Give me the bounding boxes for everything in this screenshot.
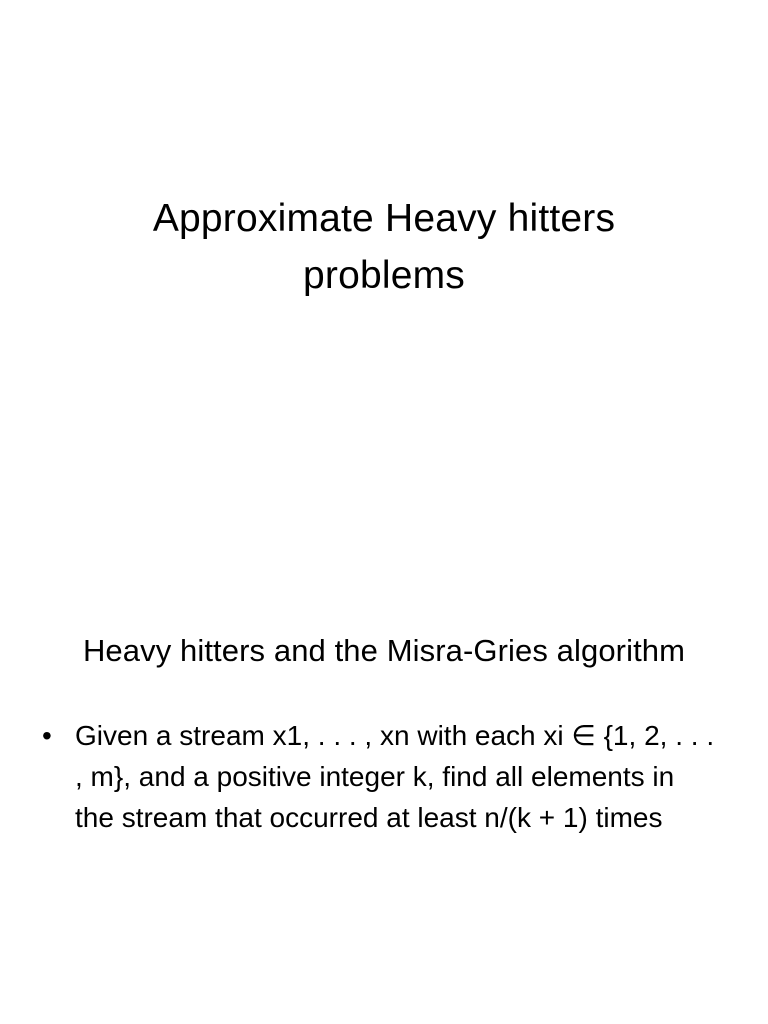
bullet-item [40,715,720,838]
bullet-icon: • [42,720,52,751]
slide-title [84,190,684,304]
slide-title-line-1: Approximate Heavy hitters [152,197,616,240]
bullet-list [40,715,720,838]
slide-title: Heavy hitters and the Misra-Gries algorithm [82,633,686,668]
slide-2 [0,512,768,1024]
slide-title-line-2: problems [303,254,465,297]
bullet-text: Given a stream x1, . . . , xn with each xi ∈ {1, 2, . . . , m}, and a positive integer k, find all elements in the stream that occurred at least n/(k + 1) times [75,720,715,833]
